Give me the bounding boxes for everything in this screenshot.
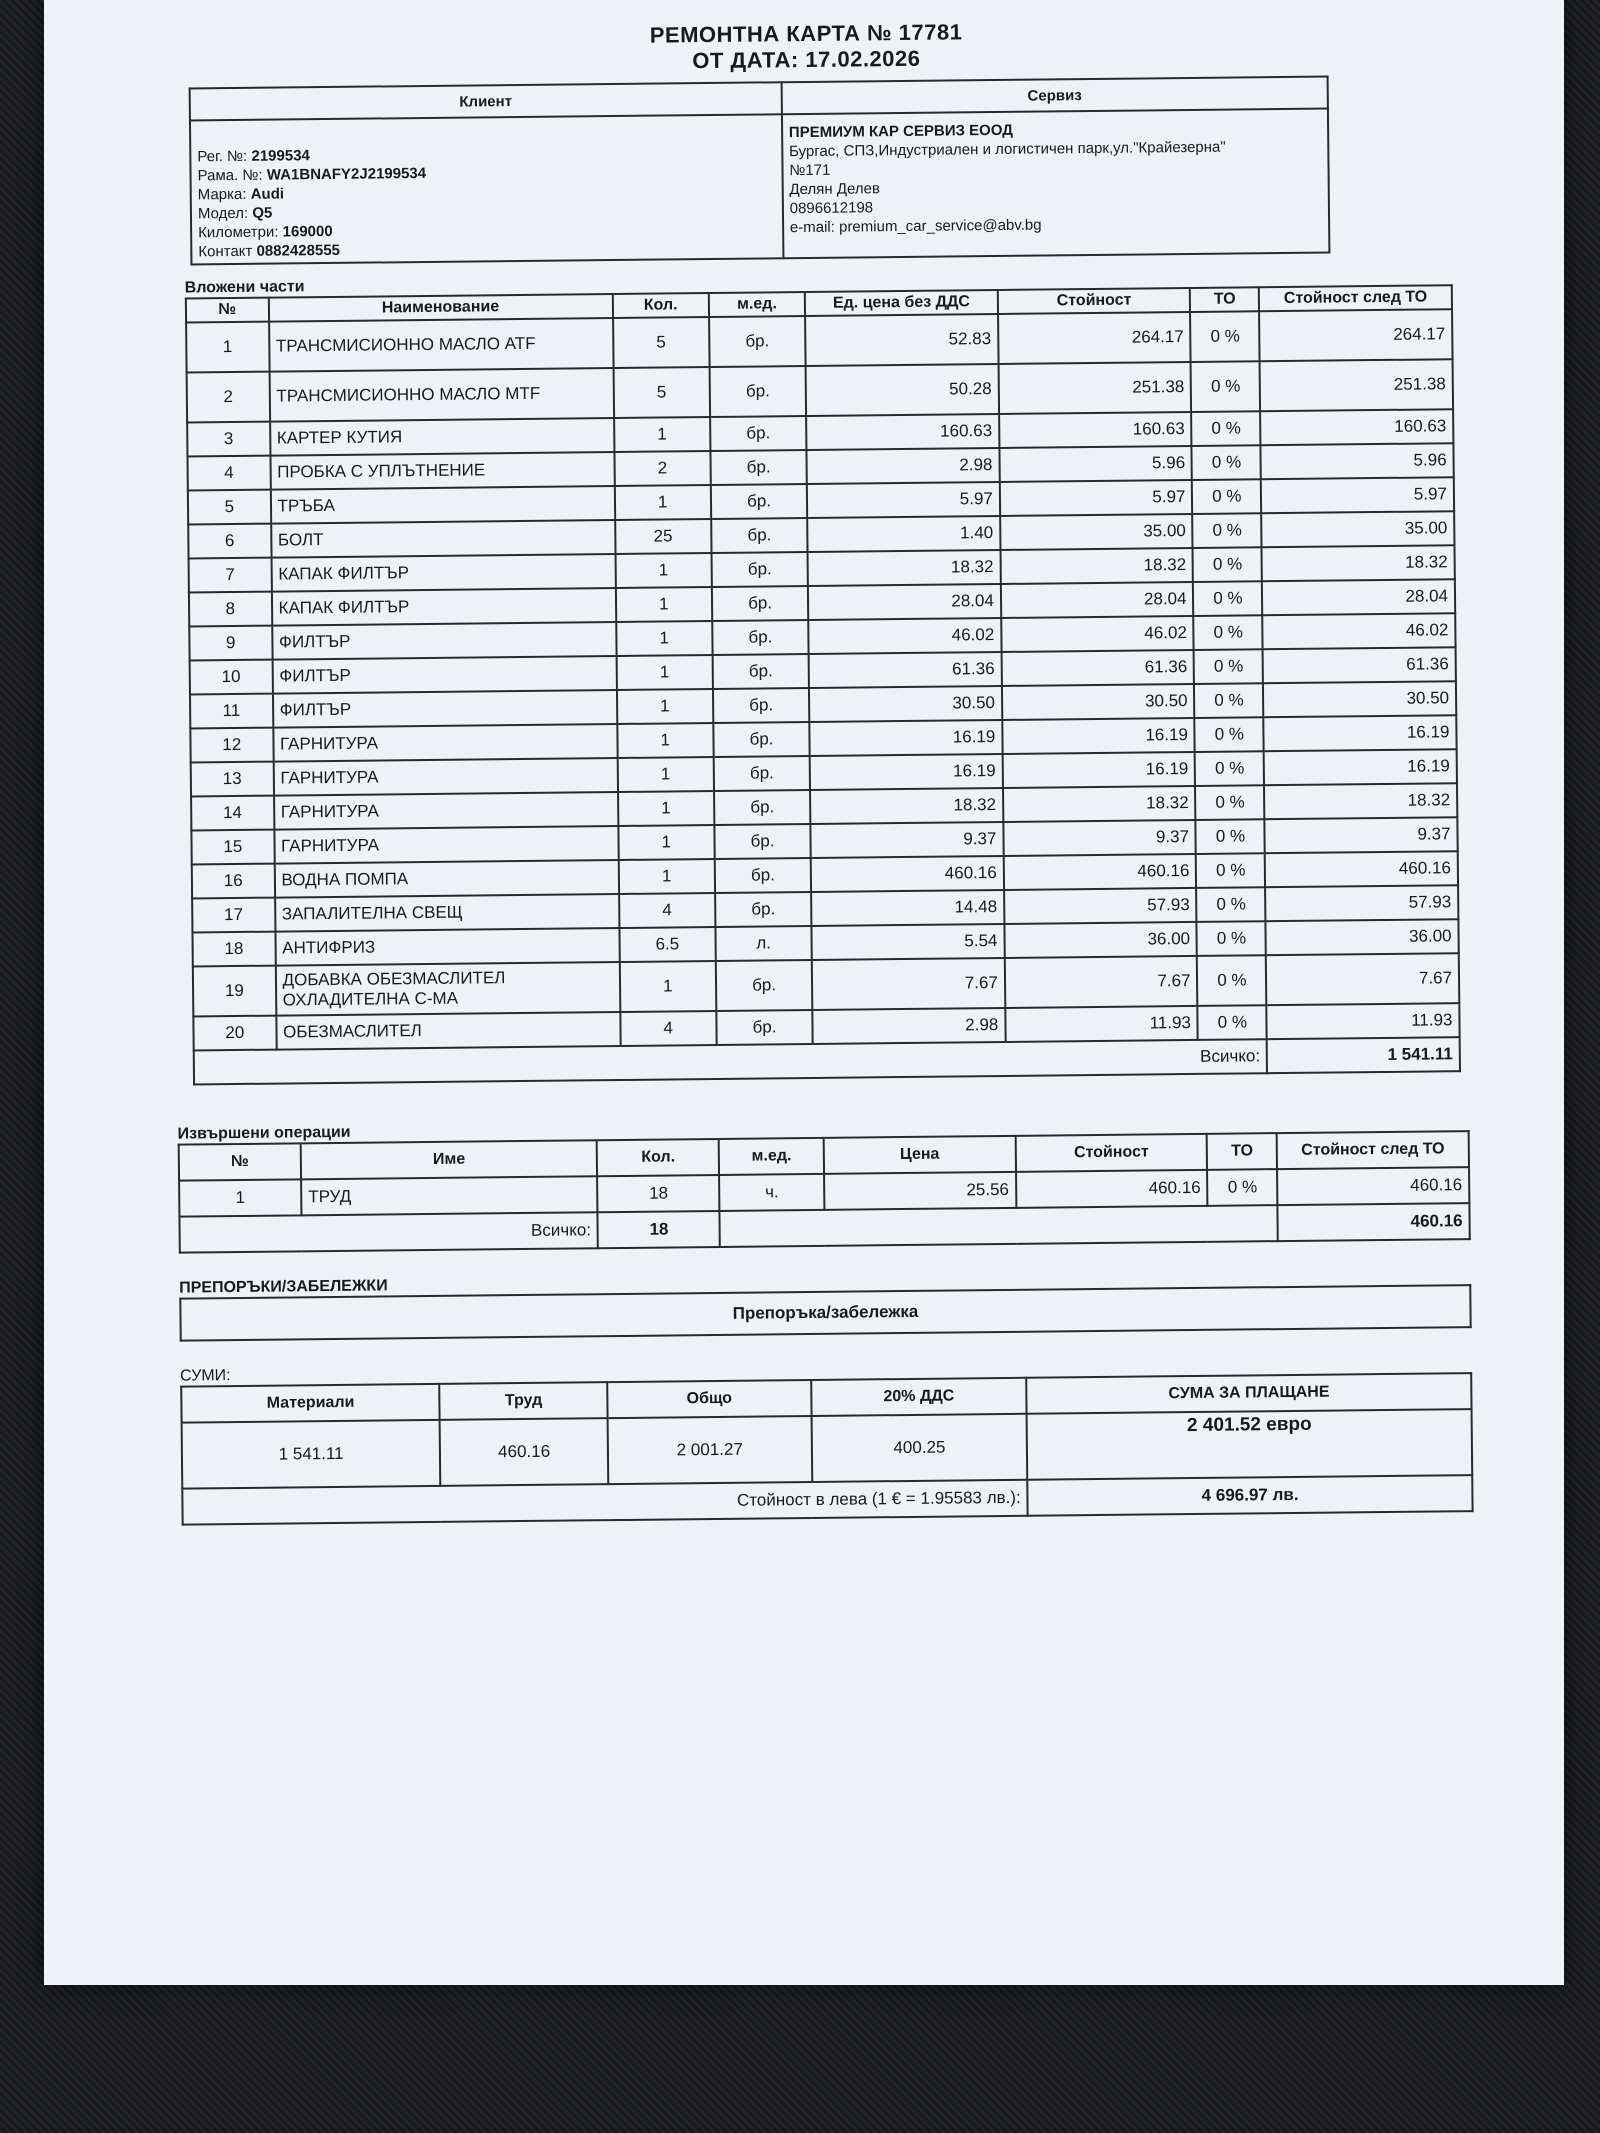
table-cell: 264.17 <box>998 312 1191 364</box>
operations-col-header: № <box>179 1143 301 1180</box>
table-cell: бр. <box>709 316 806 367</box>
table-cell: 5.97 <box>1261 477 1454 513</box>
table-cell: бр. <box>716 960 813 1011</box>
parts-total-value: 1 541.11 <box>1267 1037 1460 1073</box>
table-cell: бр. <box>714 756 811 791</box>
table-cell: ГАРНИТУРА <box>273 724 617 762</box>
table-cell: 16.19 <box>1264 749 1457 785</box>
table-cell: бр. <box>712 620 809 655</box>
recommendations-header: Препоръка/забележка <box>180 1285 1470 1341</box>
table-cell: 5.97 <box>1000 480 1193 516</box>
table-cell: бр. <box>711 484 808 519</box>
table-cell: 0 % <box>1197 887 1266 922</box>
table-cell: бр. <box>714 824 811 859</box>
table-cell: 9.37 <box>1265 817 1458 853</box>
table-cell: 2.98 <box>807 448 1000 484</box>
km-value: 169000 <box>282 222 333 241</box>
table-cell: бр. <box>713 688 810 723</box>
table-cell: 28.04 <box>1262 579 1455 615</box>
table-cell: 14 <box>191 796 274 831</box>
table-cell: 25.56 <box>824 1172 1016 1210</box>
table-cell: 28.04 <box>808 584 1001 620</box>
service-info <box>782 109 1330 259</box>
table-cell: 46.02 <box>1262 613 1455 649</box>
client-service-table <box>189 76 1331 266</box>
document-date: ОТ ДАТА: 17.02.2026 <box>692 45 921 74</box>
parts-col-header: ТО <box>1190 287 1259 312</box>
table-cell: 11 <box>190 694 273 729</box>
table-cell: 1 <box>615 553 712 588</box>
table-cell: ГАРНИТУРА <box>274 792 618 830</box>
table-cell: ЗАПАЛИТЕЛНА СВЕЩ <box>275 894 619 932</box>
operations-section-label: Извършени операции <box>177 1123 351 1143</box>
table-cell: 7.67 <box>1005 956 1198 1008</box>
table-cell: 0 % <box>1194 615 1263 650</box>
frame-value: WA1BNAFY2J2199534 <box>266 164 427 184</box>
client-header: Клиент <box>190 82 782 120</box>
table-cell: 61.36 <box>1001 650 1194 686</box>
table-cell: ТРАНСМИСИОННО МАСЛО ATF <box>269 318 614 372</box>
operations-total-value: 460.16 <box>1278 1203 1470 1241</box>
table-cell: 14.48 <box>811 890 1004 926</box>
table-cell: 30.50 <box>1002 684 1195 720</box>
service-name: ПРЕМИУМ КАР СЕРВИЗ ЕООД <box>788 121 1014 142</box>
sums-col-header: 20% ДДС <box>811 1378 1027 1416</box>
table-cell: 1 <box>179 1179 301 1216</box>
reg-label: Рег. №: <box>197 147 248 166</box>
operations-col-header: Цена <box>824 1136 1016 1174</box>
table-cell: 30.50 <box>809 686 1002 722</box>
table-cell: 52.83 <box>805 314 998 366</box>
table-cell: бр. <box>710 450 807 485</box>
table-cell: 35.00 <box>1261 511 1454 547</box>
table-cell: ОБЕЗМАСЛИТЕЛ <box>276 1012 620 1050</box>
table-cell: 5.96 <box>1261 443 1454 479</box>
table-cell: 36.00 <box>1004 922 1197 958</box>
table-cell: 160.63 <box>1260 409 1453 445</box>
table-cell: 36.00 <box>1266 919 1459 955</box>
table-cell: 1 <box>619 961 716 1012</box>
table-cell: ч. <box>719 1174 824 1211</box>
sums-table <box>180 1372 1473 1526</box>
table-cell: 7.67 <box>812 958 1005 1010</box>
table-cell: 1 <box>186 322 269 373</box>
parts-col-header: Стойност <box>998 288 1191 314</box>
table-cell: БОЛТ <box>271 520 615 558</box>
table-cell: ФИЛТЪР <box>272 622 616 660</box>
service-header: Сервиз <box>781 77 1328 115</box>
table-cell: 5 <box>613 317 710 368</box>
table-cell: 0 % <box>1192 445 1261 480</box>
operations-total-label: Всичко: <box>179 1212 598 1252</box>
sums-col-header: Материали <box>181 1384 440 1423</box>
table-cell: ВОДНА ПОМПА <box>274 860 618 898</box>
service-address-1: Бургас, СПЗ,Индустриален и логистичен парк,ул."Крайезерна" <box>788 138 1226 161</box>
table-cell: 20 <box>193 1016 276 1051</box>
table-cell: бр. <box>715 892 812 927</box>
table-cell: 6 <box>188 524 271 559</box>
model-value: Q5 <box>252 204 273 222</box>
table-cell: 6.5 <box>619 927 716 962</box>
table-cell: 16.19 <box>1264 715 1457 751</box>
operations-col-header: Кол. <box>597 1139 719 1176</box>
table-cell: 50.28 <box>806 364 999 416</box>
table-cell: 61.36 <box>809 652 1002 688</box>
model-label: Модел: <box>197 204 249 223</box>
operations-col-header: м.ед. <box>719 1138 824 1175</box>
table-cell: бр. <box>710 416 807 451</box>
table-cell: 16.19 <box>810 754 1003 790</box>
table-cell: 11.93 <box>1267 1003 1460 1039</box>
table-cell: 46.02 <box>808 618 1001 654</box>
table-cell: 0 % <box>1191 311 1260 362</box>
table-cell: 8 <box>189 592 272 627</box>
table-cell: 4 <box>619 893 716 928</box>
table-cell: 0 % <box>1195 785 1264 820</box>
table-cell: ПРОБКА С УПЛЪТНЕНИЕ <box>270 452 614 490</box>
table-cell: 264.17 <box>1259 309 1452 361</box>
table-cell: 18 <box>192 932 275 967</box>
sums-col-header: СУМА ЗА ПЛАЩАНЕ <box>1026 1373 1471 1414</box>
table-cell: 0 % <box>1193 547 1262 582</box>
table-cell: 0 % <box>1197 955 1266 1006</box>
table-cell: 251.38 <box>1260 359 1453 411</box>
table-cell: АНТИФРИЗ <box>275 928 619 966</box>
table-cell: 28.04 <box>1001 582 1194 618</box>
operations-col-header: Стойност след ТО <box>1277 1131 1469 1169</box>
make-value: Audi <box>250 185 285 203</box>
operations-total-qty: 18 <box>598 1211 720 1248</box>
table-cell: 0 % <box>1193 513 1262 548</box>
table-cell: бр. <box>712 586 809 621</box>
table-cell: 25 <box>615 519 712 554</box>
contact-label: Контакт <box>198 242 253 261</box>
table-cell: 460.16 <box>1004 854 1197 890</box>
bgn-value: 4 696.97 лв. <box>1028 1475 1473 1516</box>
operations-col-header: Стойност <box>1015 1134 1207 1172</box>
paper-sheet <box>44 0 1564 1985</box>
recommendations-section-label: ПРЕПОРЪКИ/ЗАБЕЛЕЖКИ <box>179 1277 388 1297</box>
table-cell: 0 % <box>1193 581 1262 616</box>
table-cell: бр. <box>715 858 812 893</box>
sums-col-header: Общо <box>607 1380 811 1418</box>
table-cell: 0 % <box>1195 751 1264 786</box>
table-cell: бр. <box>712 654 809 689</box>
table-cell: 1 <box>615 587 712 622</box>
operations-col-header: ТО <box>1207 1133 1277 1170</box>
table-cell: бр. <box>716 1010 813 1045</box>
table-cell: 460.16 <box>811 856 1004 892</box>
table-cell: 12 <box>190 728 273 763</box>
service-address-2: №171 <box>789 161 831 180</box>
km-label: Километри: <box>198 223 279 242</box>
table-cell: 18.32 <box>1262 545 1455 581</box>
table-cell: 1 <box>617 689 714 724</box>
table-cell: 16.19 <box>810 720 1003 756</box>
table-cell: 2 <box>614 451 711 486</box>
table-cell: 1 <box>618 859 715 894</box>
parts-table <box>185 284 1461 1085</box>
table-cell: бр. <box>711 518 808 553</box>
table-cell: 15 <box>191 830 274 865</box>
service-phone: 0896612198 <box>789 199 874 218</box>
table-cell: ТРАНСМИСИОННО МАСЛО MTF <box>269 368 614 422</box>
repair-card <box>136 14 1492 1526</box>
sums-value: 460.16 <box>440 1418 608 1486</box>
table-cell: 9.37 <box>811 822 1004 858</box>
table-cell: 57.93 <box>1265 885 1458 921</box>
table-cell: 13 <box>191 762 274 797</box>
table-cell: 16.19 <box>1002 752 1195 788</box>
operations-table <box>178 1130 1471 1254</box>
table-cell: 5 <box>188 490 271 525</box>
table-cell: 0 % <box>1197 921 1266 956</box>
table-cell: 1 <box>616 655 713 690</box>
table-cell: 5 <box>613 367 710 418</box>
parts-total-label: Всичко: <box>194 1039 1268 1084</box>
table-cell: бр. <box>714 790 811 825</box>
table-cell: ФИЛТЪР <box>272 656 616 694</box>
sums-value: 400.25 <box>811 1414 1027 1482</box>
table-cell: л. <box>715 926 812 961</box>
table-cell: 1.40 <box>807 516 1000 552</box>
table-cell: 1 <box>614 417 711 452</box>
table-cell: 5.54 <box>812 924 1005 960</box>
sums-value: 2 401.52 евро <box>1027 1409 1472 1480</box>
parts-col-header: м.ед. <box>709 292 806 317</box>
table-cell: ГАРНИТУРА <box>273 758 617 796</box>
table-cell: 4 <box>187 456 270 491</box>
table-cell: 18 <box>597 1175 719 1212</box>
table-cell: 17 <box>192 898 275 933</box>
contact-value: 0882428555 <box>256 241 341 260</box>
table-cell: 30.50 <box>1263 681 1456 717</box>
operations-col-header: Име <box>301 1140 598 1179</box>
table-cell: 2.98 <box>813 1008 1006 1044</box>
sums-col-header: Труд <box>440 1382 608 1420</box>
parts-col-header: Наименование <box>268 294 612 322</box>
table-cell: 57.93 <box>1004 888 1197 924</box>
parts-col-header: Ед. цена без ДДС <box>805 290 998 316</box>
table-cell: бр. <box>711 552 808 587</box>
table-cell: 9.37 <box>1003 820 1196 856</box>
table-cell: 61.36 <box>1263 647 1456 683</box>
service-person: Делян Делев <box>789 180 880 199</box>
frame-label: Рама. №: <box>197 166 263 185</box>
table-cell: 460.16 <box>1265 851 1458 887</box>
table-cell: 18.32 <box>1003 786 1196 822</box>
table-cell: бр. <box>713 722 810 757</box>
table-cell: 1 <box>618 825 715 860</box>
table-cell: 0 % <box>1196 819 1265 854</box>
table-cell: 0 % <box>1191 361 1260 412</box>
make-label: Марка: <box>197 185 247 204</box>
table-cell: 0 % <box>1196 853 1265 888</box>
sums-value: 1 541.11 <box>182 1420 441 1489</box>
sums-value: 2 001.27 <box>608 1416 812 1484</box>
table-cell: ГАРНИТУРА <box>274 826 618 864</box>
table-cell: 160.63 <box>806 414 999 450</box>
table-cell: 0 % <box>1194 683 1263 718</box>
table-cell: 7.67 <box>1266 953 1459 1005</box>
sums-section-label: СУМИ: <box>180 1367 231 1385</box>
table-cell: 16.19 <box>1002 718 1195 754</box>
table-cell: 18.32 <box>810 788 1003 824</box>
table-cell: 0 % <box>1192 411 1261 446</box>
document-title: РЕМОНТНА КАРТА № 17781 <box>649 19 963 48</box>
table-cell: 46.02 <box>1001 616 1194 652</box>
client-info <box>190 114 783 264</box>
table-cell: бр. <box>709 366 806 417</box>
table-cell: 5.97 <box>807 482 1000 518</box>
table-cell: 1 <box>617 723 714 758</box>
table-cell: ТРУД <box>301 1176 598 1215</box>
table-cell: 19 <box>193 966 276 1017</box>
parts-col-header: № <box>186 298 269 323</box>
table-cell: ФИЛТЪР <box>273 690 617 728</box>
table-cell: 1 <box>618 791 715 826</box>
table-cell: 11.93 <box>1005 1006 1198 1042</box>
table-cell: 251.38 <box>998 362 1191 414</box>
table-cell: 16 <box>192 864 275 899</box>
parts-col-header: Кол. <box>612 293 709 318</box>
table-cell: 35.00 <box>1000 514 1193 550</box>
table-cell: 460.16 <box>1016 1170 1208 1208</box>
parts-col-header: Стойност след ТО <box>1259 285 1452 311</box>
bgn-label: Стойност в лева (1 € = 1.95583 лв.): <box>182 1480 1028 1525</box>
table-cell: 0 % <box>1192 479 1261 514</box>
table-cell: 0 % <box>1194 649 1263 684</box>
table-cell: КАПАК ФИЛТЪР <box>271 588 615 626</box>
table-cell: ТРЪБА <box>270 486 614 524</box>
table-cell: 2 <box>187 372 270 423</box>
table-cell: 0 % <box>1195 717 1264 752</box>
table-cell: 3 <box>187 422 270 457</box>
table-cell: 7 <box>189 558 272 593</box>
table-cell: 4 <box>620 1011 717 1046</box>
table-cell: 460.16 <box>1277 1167 1469 1205</box>
reg-value: 2199534 <box>251 147 310 165</box>
table-cell: КАПАК ФИЛТЪР <box>271 554 615 592</box>
table-cell: 10 <box>190 660 273 695</box>
table-cell: ДОБАВКА ОБЕЗМАСЛИТЕЛ ОХЛАДИТЕЛНА С-МА <box>275 962 620 1016</box>
table-cell: 5.96 <box>999 446 1192 482</box>
table-cell: 18.32 <box>1264 783 1457 819</box>
table-cell: 9 <box>189 626 272 661</box>
table-cell: КАРТЕР КУТИЯ <box>270 418 614 456</box>
parts-section-label: Вложени части <box>184 278 305 297</box>
table-cell: 1 <box>616 621 713 656</box>
table-cell: 0 % <box>1198 1005 1267 1040</box>
table-cell: 18.32 <box>1000 548 1193 584</box>
service-email: e-mail: premium_car_service@abv.bg <box>789 216 1042 237</box>
table-cell: 160.63 <box>999 412 1192 448</box>
table-cell: 1 <box>614 485 711 520</box>
table-cell: 1 <box>617 757 714 792</box>
table-cell: 0 % <box>1207 1169 1277 1206</box>
table-cell: 18.32 <box>808 550 1001 586</box>
